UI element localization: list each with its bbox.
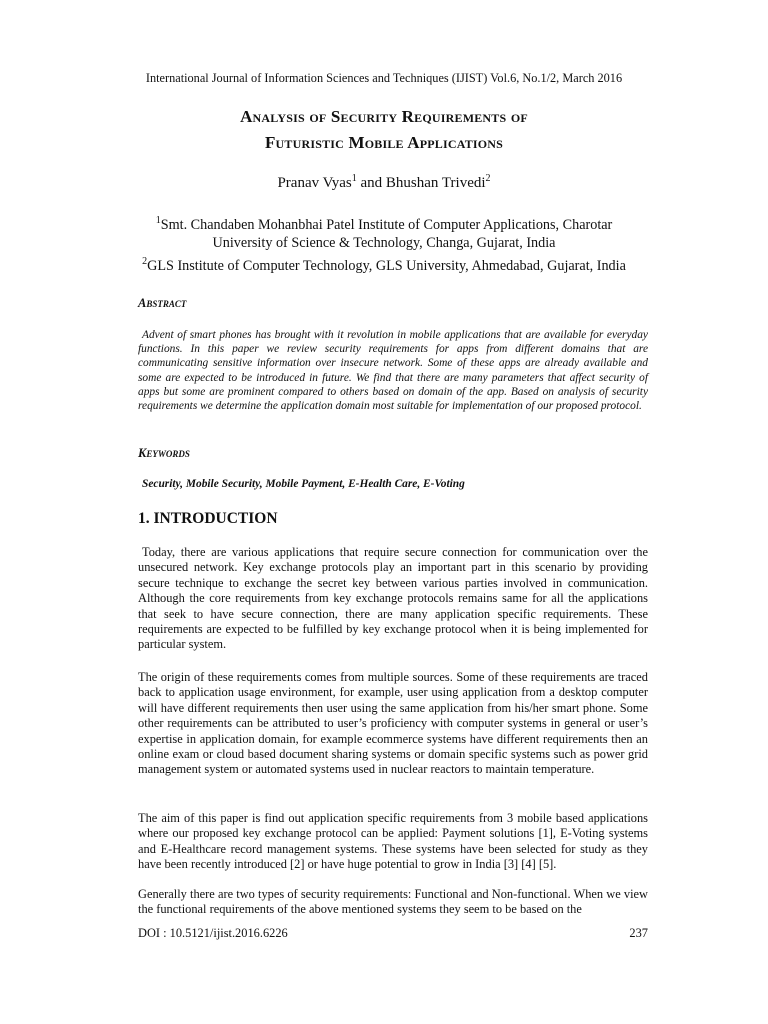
affiliation-1-mark: 1 bbox=[155, 215, 161, 226]
paper-title bbox=[0, 104, 768, 156]
doi-footer: DOI : 10.5121/ijist.2016.6226 bbox=[138, 926, 288, 940]
affiliation-2-line: GLS Institute of Computer Technology, GLS University, Ahmedabad, Gujarat, India bbox=[147, 258, 626, 274]
author-1-affiliation-mark: 1 bbox=[351, 173, 357, 184]
author-line bbox=[0, 175, 768, 192]
title-line-2: Futuristic Mobile Applications bbox=[264, 133, 504, 152]
author-1: Pranav Vyas bbox=[277, 175, 352, 191]
affiliation-1-line-2: University of Science & Technology, Changa, Gujarat, India bbox=[212, 235, 556, 251]
intro-paragraph-1: Today, there are various applications that require secure connection for communication over the unsecured network. Key exchange protocols play an important part in this scenario by providing secure technique to exchange the secret key between various parties involved in communication. Although the core requirements from key exchange protocols remains same for all the applications that seek to have secure connection, there are many application specific requirements. These requirements are expected to be fulfilled by key exchange protocol when it is being implemented for particular system. bbox=[138, 545, 648, 652]
affiliation-1 bbox=[0, 216, 768, 252]
affiliation-2 bbox=[0, 257, 768, 275]
title-line-1: Analysis of Security Requirements of bbox=[240, 107, 528, 126]
introduction-heading: 1. INTRODUCTION bbox=[138, 510, 278, 527]
keywords-heading: Keywords bbox=[138, 446, 190, 460]
affiliation-1-line-1: Smt. Chandaben Mohanbhai Patel Institute of Computer Applications, Charotar bbox=[160, 217, 613, 233]
affiliation-2-mark: 2 bbox=[142, 256, 148, 267]
page-number: 237 bbox=[629, 926, 648, 940]
journal-header: International Journal of Information Sciences and Techniques (IJIST) Vol.6, No.1/2, March 2016 bbox=[145, 71, 623, 85]
intro-paragraph-2: The origin of these requirements comes from multiple sources. Some of these requirements are traced back to application usage environment, for example, user using application from a desktop computer will have different requirements then user using the same application from his/her smart phone. Some other requirements can be attributed to user’s proficiency with computer systems in general or user’s expertise in application domain, for example ecommerce systems have different requirements then an online exam or cloud based document sharing systems or domain specific systems such as power grid management system or automated systems used in nuclear reactors to maintain temperature. bbox=[138, 670, 648, 777]
intro-paragraph-4: Generally there are two types of security requirements: Functional and Non-functional. When we view the functional requirements of the above mentioned systems they seem to be based on the bbox=[138, 887, 648, 917]
intro-paragraph-3: The aim of this paper is find out application specific requirements from 3 mobile based applications where our proposed key exchange protocol can be applied: Payment solutions [1], E-Voting systems and E-Healthcare record management systems. These systems have been selected for study as they have been recently introduced [2] or have huge potential to grow in India [3] [4] [5]. bbox=[138, 811, 648, 872]
keywords-text: Security, Mobile Security, Mobile Payment, E-Health Care, E-Voting bbox=[142, 478, 465, 490]
abstract-heading: Abstract bbox=[138, 296, 187, 310]
abstract-text: Advent of smart phones has brought with it revolution in mobile applications that are available for everyday functions. In this paper we review security requirements for apps from different domains that are communicating sensitive information over insecure network. Some of these apps are already available and some are expected to be introduced in future. We find that there are many parameters that affect security of apps but some are prominent compared to others based on domain of the app. Based on analysis of security requirements we determine the application domain most suitable for implementation of our proposed protocol. bbox=[138, 329, 648, 413]
author-2: and Bhushan Trivedi bbox=[356, 175, 486, 191]
author-2-affiliation-mark: 2 bbox=[485, 173, 491, 184]
